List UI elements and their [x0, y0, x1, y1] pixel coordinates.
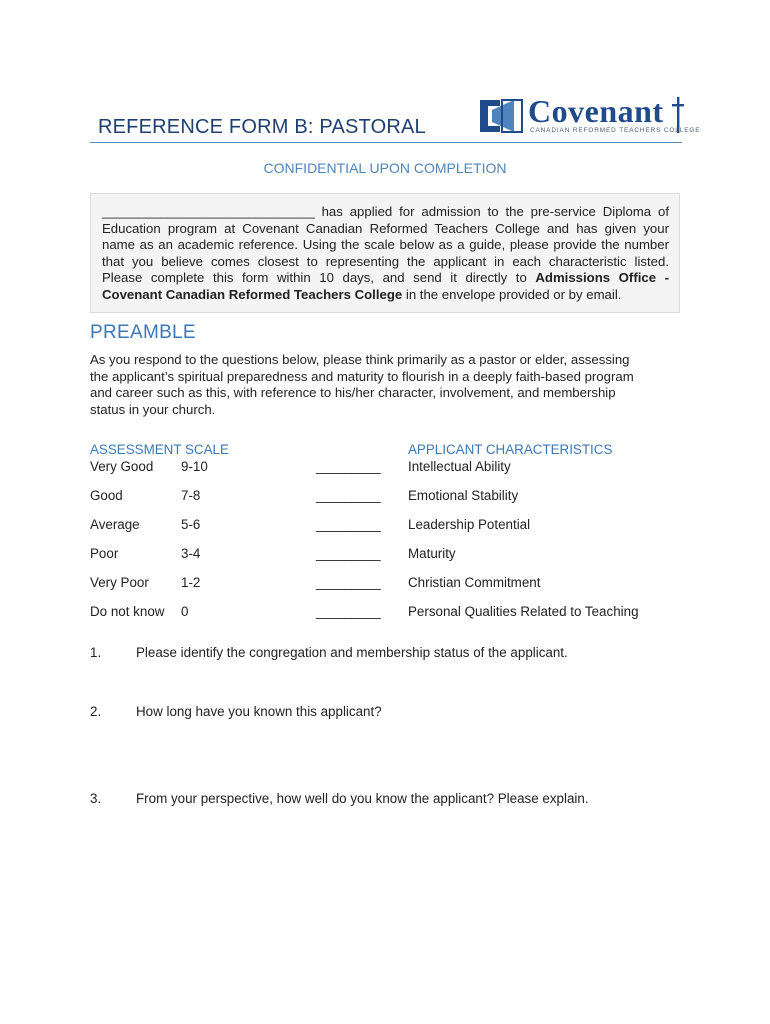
header-divider	[90, 142, 682, 143]
rating-input-blank[interactable]: _________	[316, 604, 381, 619]
covenant-emblem-icon	[478, 96, 526, 136]
characteristic-label: Personal Qualities Related to Teaching	[408, 604, 639, 619]
rating-input-blank[interactable]: _________	[316, 459, 381, 474]
rating-input-blank[interactable]: _________	[316, 488, 381, 503]
scale-range: 5-6	[181, 517, 201, 532]
characteristic-label: Leadership Potential	[408, 517, 531, 532]
scale-range: 7-8	[181, 488, 201, 503]
assessment-scale-heading: ASSESSMENT SCALE	[90, 442, 229, 457]
scale-range: 0	[181, 604, 189, 619]
preamble-line-2: the applicant’s spiritual preparedness and maturity to flourish in a deeply faith-based program	[90, 369, 634, 384]
characteristic-label: Emotional Stability	[408, 488, 519, 503]
intro-line-3: name as an academic reference. Using the scale below as a guide, please provide the number	[102, 237, 669, 252]
college-name-label: Covenant Canadian Reformed Teachers College	[102, 287, 403, 302]
intro-line-2: Education program at Covenant Canadian Reformed Teachers College and has given your	[102, 221, 669, 236]
intro-line-6: Covenant Canadian Reformed Teachers College in the envelope provided or by email.	[102, 287, 622, 302]
confidential-note: CONFIDENTIAL UPON COMPLETION	[263, 160, 507, 176]
question-text: Please identify the congregation and membership status of the applicant.	[136, 645, 568, 660]
scale-rating: Average	[90, 517, 140, 532]
characteristic-label: Christian Commitment	[408, 575, 541, 590]
rating-input-blank[interactable]: _________	[316, 517, 381, 532]
preamble-line-3: and career such as this, with reference to his/her character, involvement, and membership	[90, 385, 616, 400]
scale-rating: Good	[90, 488, 123, 503]
applicant-name-blank[interactable]: _____________________________	[102, 204, 315, 219]
intro-line-1: _____________________________ has applied for admission to the pre-service Diploma of	[102, 204, 669, 219]
logo-wordmark: Covenant	[528, 93, 664, 129]
question-text: From your perspective, how well do you know the applicant? Please explain.	[136, 791, 589, 806]
preamble-line-4: status in your church.	[90, 402, 216, 417]
characteristic-label: Maturity	[408, 546, 456, 561]
preamble-line-1: As you respond to the questions below, please think primarily as a pastor or elder, assessing	[90, 352, 630, 367]
scale-rating: Poor	[90, 546, 119, 561]
scale-range: 3-4	[181, 546, 201, 561]
question-number: 1.	[90, 645, 102, 660]
characteristic-label: Intellectual Ability	[408, 459, 511, 474]
applicant-characteristics-heading: APPLICANT CHARACTERISTICS	[408, 442, 613, 457]
scale-rating: Very Good	[90, 459, 154, 474]
scale-rating: Very Poor	[90, 575, 149, 590]
question-text: How long have you known this applicant?	[136, 704, 382, 719]
logo-subtitle: CANADIAN REFORMED TEACHERS COLLEGE	[530, 127, 701, 134]
preamble-heading: PREAMBLE	[90, 322, 196, 343]
form-title: REFERENCE FORM B: PASTORAL	[98, 116, 426, 138]
scale-range: 9-10	[181, 459, 208, 474]
rating-input-blank[interactable]: _________	[316, 575, 381, 590]
admissions-office-label: Admissions Office -	[535, 270, 669, 285]
scale-range: 1-2	[181, 575, 201, 590]
question-number: 2.	[90, 704, 102, 719]
question-number: 3.	[90, 791, 102, 806]
intro-line-5: Please complete this form within 10 days, and send it directly to Admissions Office -	[102, 270, 669, 285]
scale-rating: Do not know	[90, 604, 165, 619]
intro-line-4: that you believe comes closest to representing the applicant in each characteristic listed.	[102, 254, 669, 269]
rating-input-blank[interactable]: _________	[316, 546, 381, 561]
